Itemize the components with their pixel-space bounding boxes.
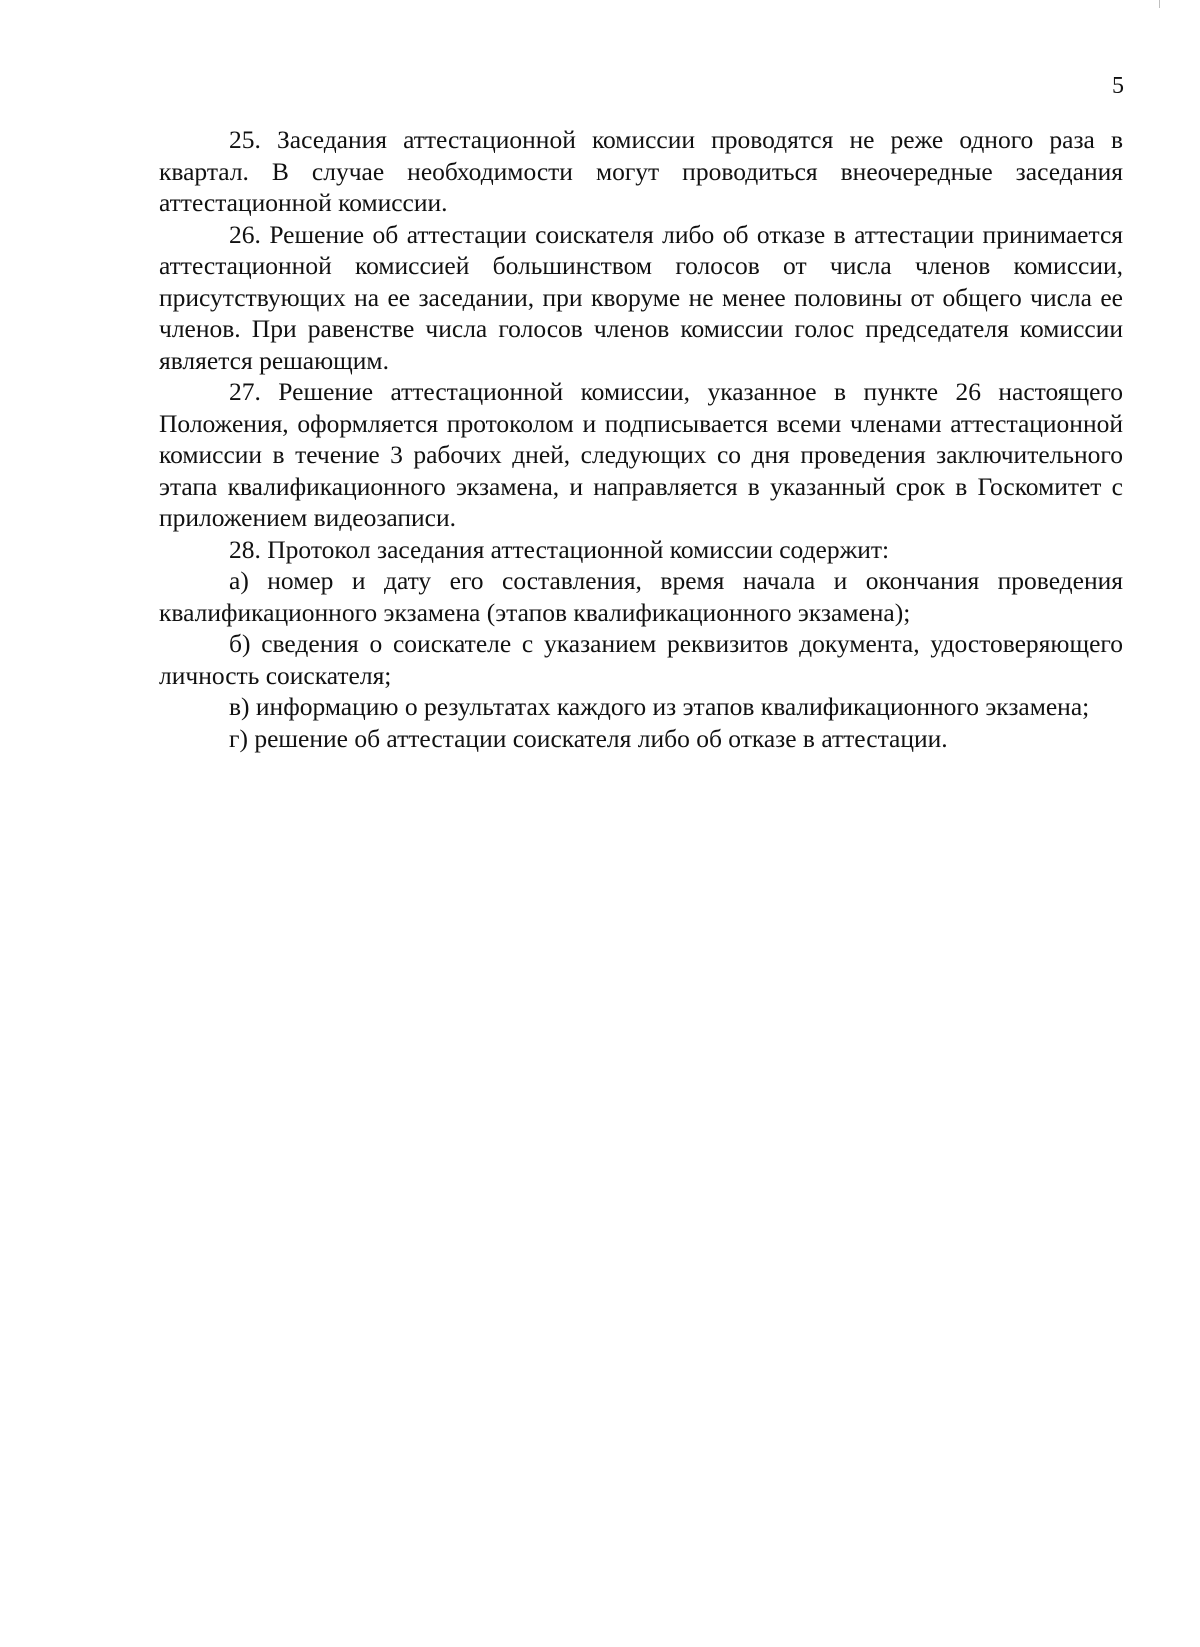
document-body [159,124,1123,754]
paragraph-27: 27. Решение аттестационной комиссии, указанное в пункте 26 настоящего Положения, оформляется протоколом и подписывается всеми членами аттестационной комиссии в течение 3 рабочих дней, следующих со дня проведения заключительного этапа квалификационного экзамена, и направляется в указанный срок в Госкомитет с приложением видеозаписи. [159,377,1123,532]
paragraph-26: 26. Решение об аттестации соискателя либо об отказе в аттестации принимается аттестационной комиссией большинством голосов от числа членов комиссии, присутствующих на ее заседании, при кворуме не менее половины от общего числа ее членов. При равенстве числа голосов членов комиссии голос председателя комиссии является решающим. [159,219,1123,375]
paragraph-25: 25. Заседания аттестационной комиссии проводятся не реже одного раза в квартал. В случае необходимости могут проводиться внеочередные заседания аттестационной комиссии. [159,125,1123,217]
paragraph-28: 28. Протокол заседания аттестационной комиссии содержит: [229,534,890,564]
list-item-a: а) номер и дату его составления, время начала и окончания проведения квалификационного экзамена (этапов квалификационного экзамена); [159,566,1123,627]
list-item-v: в) информацию о результатах каждого из этапов квалификационного экзамена; [229,692,1090,721]
list-item-b: б) сведения о соискателе с указанием реквизитов документа, удостоверяющего личность соискателя; [159,629,1123,690]
scan-mark [1159,0,1160,8]
page-number: 5 [1112,73,1124,99]
list-item-g: г) решение об аттестации соискателя либо об отказе в аттестации. [229,723,948,753]
